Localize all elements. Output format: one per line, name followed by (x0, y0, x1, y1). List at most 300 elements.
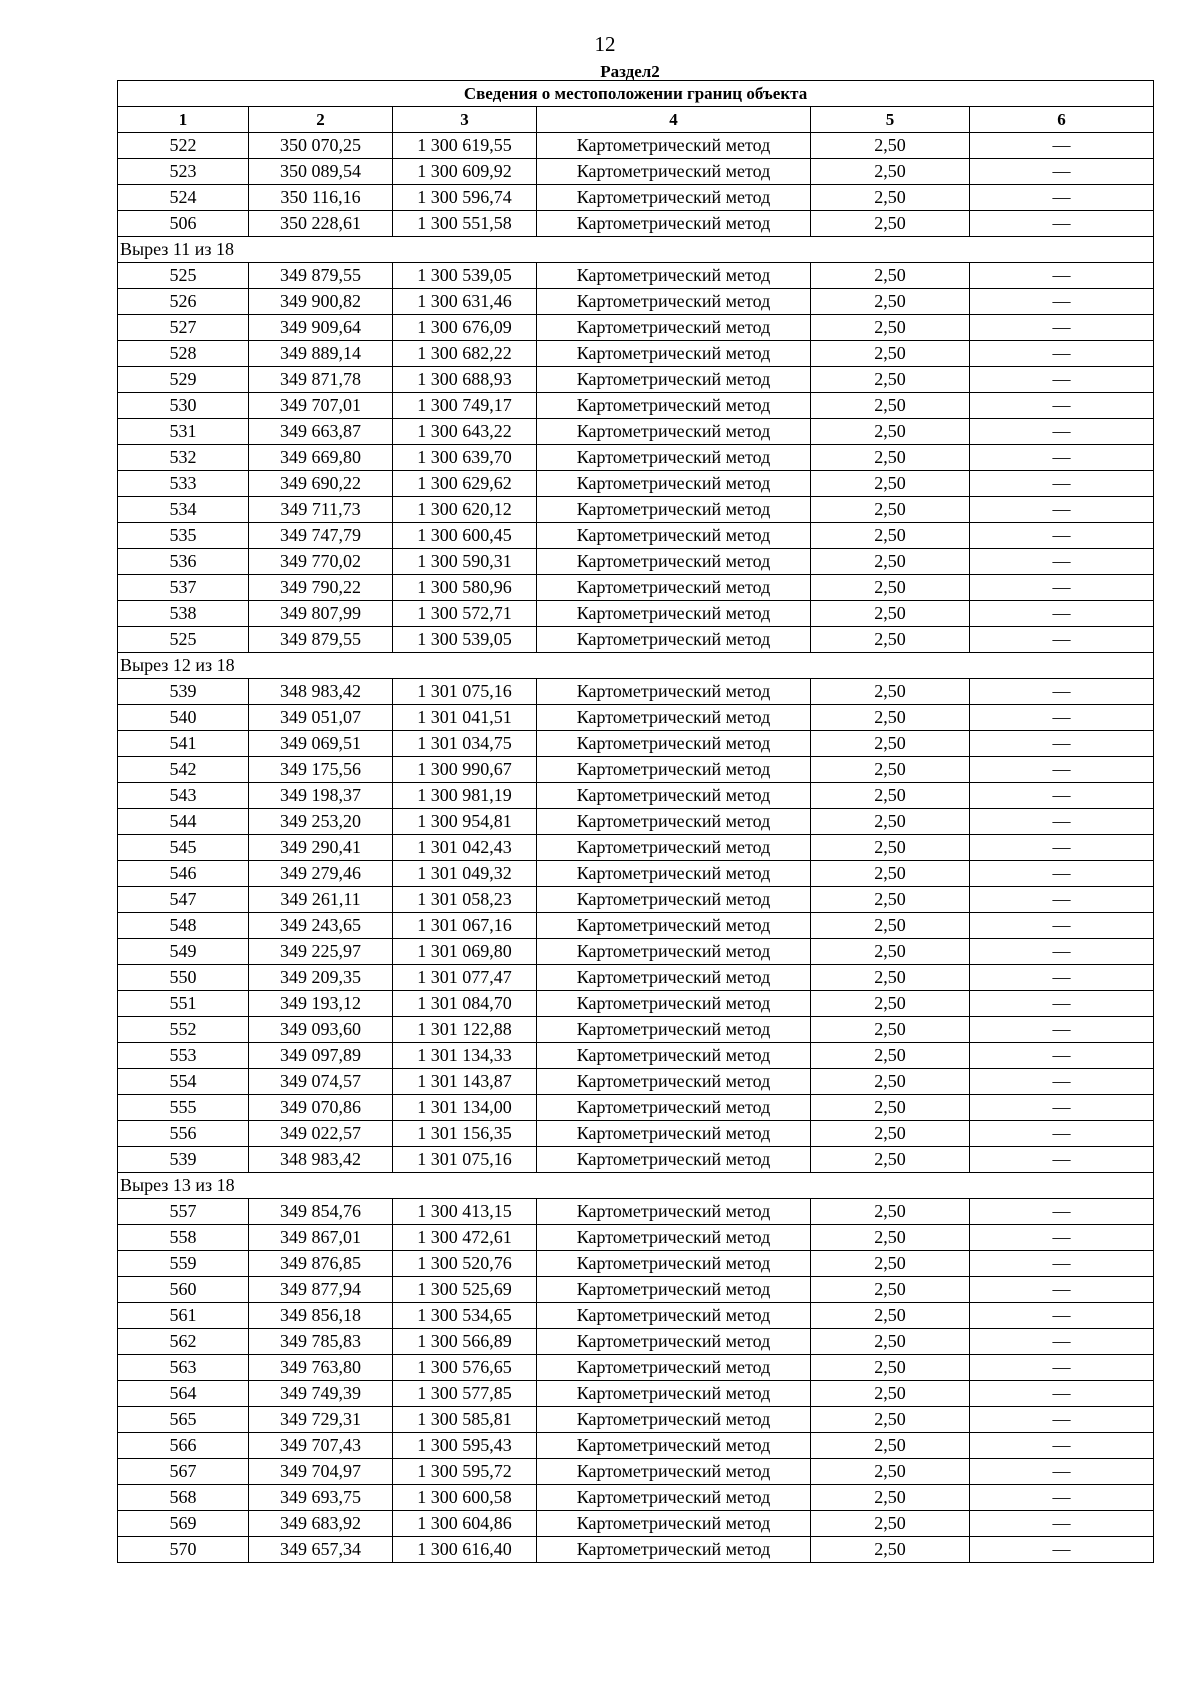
accuracy-cell: 2,50 (811, 913, 970, 939)
table-row (118, 1485, 1154, 1511)
y-coordinate-cell: 1 300 551,58 (393, 211, 537, 237)
method-cell: Картометрический метод (537, 627, 811, 653)
method-cell: Картометрический метод (537, 1017, 811, 1043)
x-coordinate-cell: 349 253,20 (249, 809, 393, 835)
x-coordinate-cell: 349 785,83 (249, 1329, 393, 1355)
y-coordinate-cell: 1 300 539,05 (393, 627, 537, 653)
method-cell: Картометрический метод (537, 289, 811, 315)
accuracy-cell: 2,50 (811, 1485, 970, 1511)
point-number-cell: 563 (118, 1355, 249, 1381)
y-coordinate-cell: 1 300 520,76 (393, 1251, 537, 1277)
x-coordinate-cell: 349 704,97 (249, 1459, 393, 1485)
x-coordinate-cell: 348 983,42 (249, 1147, 393, 1173)
accuracy-cell: 2,50 (811, 367, 970, 393)
accuracy-cell: 2,50 (811, 887, 970, 913)
table-row (118, 1277, 1154, 1303)
accuracy-cell: 2,50 (811, 549, 970, 575)
y-coordinate-cell: 1 300 572,71 (393, 601, 537, 627)
point-number-cell: 524 (118, 185, 249, 211)
x-coordinate-cell: 349 747,79 (249, 523, 393, 549)
description-cell: — (970, 627, 1154, 653)
y-coordinate-cell: 1 301 134,33 (393, 1043, 537, 1069)
accuracy-cell: 2,50 (811, 497, 970, 523)
point-number-cell: 525 (118, 627, 249, 653)
accuracy-cell: 2,50 (811, 159, 970, 185)
x-coordinate-cell: 349 663,87 (249, 419, 393, 445)
y-coordinate-cell: 1 300 600,45 (393, 523, 537, 549)
accuracy-cell: 2,50 (811, 1407, 970, 1433)
method-cell: Картометрический метод (537, 1147, 811, 1173)
point-number-cell: 555 (118, 1095, 249, 1121)
table-row (118, 1069, 1154, 1095)
point-number-cell: 554 (118, 1069, 249, 1095)
point-number-cell: 538 (118, 601, 249, 627)
accuracy-cell: 2,50 (811, 965, 970, 991)
x-coordinate-cell: 350 070,25 (249, 133, 393, 159)
accuracy-cell: 2,50 (811, 601, 970, 627)
description-cell: — (970, 861, 1154, 887)
point-number-cell: 525 (118, 263, 249, 289)
accuracy-cell: 2,50 (811, 419, 970, 445)
y-coordinate-cell: 1 300 682,22 (393, 341, 537, 367)
method-cell: Картометрический метод (537, 185, 811, 211)
x-coordinate-cell: 349 909,64 (249, 315, 393, 341)
point-number-cell: 528 (118, 341, 249, 367)
y-coordinate-cell: 1 300 413,15 (393, 1199, 537, 1225)
table-row (118, 627, 1154, 653)
method-cell: Картометрический метод (537, 731, 811, 757)
x-coordinate-cell: 349 243,65 (249, 913, 393, 939)
method-cell: Картометрический метод (537, 1303, 811, 1329)
accuracy-cell: 2,50 (811, 1381, 970, 1407)
table-row (118, 1407, 1154, 1433)
method-cell: Картометрический метод (537, 1225, 811, 1251)
table-row (118, 1537, 1154, 1563)
method-cell: Картометрический метод (537, 809, 811, 835)
table-row (118, 601, 1154, 627)
method-cell: Картометрический метод (537, 445, 811, 471)
x-coordinate-cell: 350 089,54 (249, 159, 393, 185)
y-coordinate-cell: 1 300 472,61 (393, 1225, 537, 1251)
description-cell: — (970, 1329, 1154, 1355)
accuracy-cell: 2,50 (811, 315, 970, 341)
description-cell: — (970, 263, 1154, 289)
description-cell: — (970, 471, 1154, 497)
accuracy-cell: 2,50 (811, 757, 970, 783)
table-row (118, 1147, 1154, 1173)
y-coordinate-cell: 1 300 619,55 (393, 133, 537, 159)
description-cell: — (970, 1511, 1154, 1537)
y-coordinate-cell: 1 301 042,43 (393, 835, 537, 861)
method-cell: Картометрический метод (537, 1251, 811, 1277)
method-cell: Картометрический метод (537, 1121, 811, 1147)
description-cell: — (970, 731, 1154, 757)
method-cell: Картометрический метод (537, 1329, 811, 1355)
y-coordinate-cell: 1 300 688,93 (393, 367, 537, 393)
x-coordinate-cell: 349 807,99 (249, 601, 393, 627)
method-cell: Картометрический метод (537, 991, 811, 1017)
column-header: 1 (118, 107, 249, 133)
x-coordinate-cell: 349 749,39 (249, 1381, 393, 1407)
x-coordinate-cell: 349 193,12 (249, 991, 393, 1017)
method-cell: Картометрический метод (537, 887, 811, 913)
x-coordinate-cell: 349 225,97 (249, 939, 393, 965)
table-row (118, 1199, 1154, 1225)
point-number-cell: 506 (118, 211, 249, 237)
description-cell: — (970, 289, 1154, 315)
accuracy-cell: 2,50 (811, 1251, 970, 1277)
point-number-cell: 523 (118, 159, 249, 185)
y-coordinate-cell: 1 300 616,40 (393, 1537, 537, 1563)
point-number-cell: 557 (118, 1199, 249, 1225)
x-coordinate-cell: 349 889,14 (249, 341, 393, 367)
description-cell: — (970, 1459, 1154, 1485)
method-cell: Картометрический метод (537, 159, 811, 185)
accuracy-cell: 2,50 (811, 1043, 970, 1069)
method-cell: Картометрический метод (537, 1511, 811, 1537)
method-cell: Картометрический метод (537, 419, 811, 445)
description-cell: — (970, 367, 1154, 393)
method-cell: Картометрический метод (537, 393, 811, 419)
method-cell: Картометрический метод (537, 1381, 811, 1407)
table-row (118, 1121, 1154, 1147)
description-cell: — (970, 783, 1154, 809)
description-cell: — (970, 679, 1154, 705)
point-number-cell: 522 (118, 133, 249, 159)
x-coordinate-cell: 350 116,16 (249, 185, 393, 211)
method-cell: Картометрический метод (537, 705, 811, 731)
table-row (118, 315, 1154, 341)
table-row (118, 211, 1154, 237)
y-coordinate-cell: 1 301 049,32 (393, 861, 537, 887)
accuracy-cell: 2,50 (811, 1199, 970, 1225)
method-cell: Картометрический метод (537, 211, 811, 237)
description-cell: — (970, 939, 1154, 965)
section-group-row (118, 1173, 1154, 1199)
y-coordinate-cell: 1 300 525,69 (393, 1277, 537, 1303)
point-number-cell: 539 (118, 1147, 249, 1173)
method-cell: Картометрический метод (537, 1095, 811, 1121)
point-number-cell: 569 (118, 1511, 249, 1537)
point-number-cell: 547 (118, 887, 249, 913)
method-cell: Картометрический метод (537, 1199, 811, 1225)
y-coordinate-cell: 1 300 639,70 (393, 445, 537, 471)
point-number-cell: 531 (118, 419, 249, 445)
table-row (118, 1043, 1154, 1069)
point-number-cell: 549 (118, 939, 249, 965)
accuracy-cell: 2,50 (811, 211, 970, 237)
y-coordinate-cell: 1 300 595,72 (393, 1459, 537, 1485)
y-coordinate-cell: 1 300 954,81 (393, 809, 537, 835)
method-cell: Картометрический метод (537, 783, 811, 809)
column-header: 3 (393, 107, 537, 133)
accuracy-cell: 2,50 (811, 1511, 970, 1537)
x-coordinate-cell: 349 877,94 (249, 1277, 393, 1303)
method-cell: Картометрический метод (537, 861, 811, 887)
description-cell: — (970, 133, 1154, 159)
accuracy-cell: 2,50 (811, 809, 970, 835)
description-cell: — (970, 705, 1154, 731)
y-coordinate-cell: 1 300 749,17 (393, 393, 537, 419)
description-cell: — (970, 497, 1154, 523)
section-group-row (118, 653, 1154, 679)
y-coordinate-cell: 1 300 596,74 (393, 185, 537, 211)
accuracy-cell: 2,50 (811, 731, 970, 757)
table-row (118, 913, 1154, 939)
table-title-row (118, 81, 1154, 107)
point-number-cell: 553 (118, 1043, 249, 1069)
table-row (118, 185, 1154, 211)
x-coordinate-cell: 349 711,73 (249, 497, 393, 523)
x-coordinate-cell: 349 261,11 (249, 887, 393, 913)
table-row (118, 289, 1154, 315)
column-header: 2 (249, 107, 393, 133)
accuracy-cell: 2,50 (811, 393, 970, 419)
table-row (118, 419, 1154, 445)
accuracy-cell: 2,50 (811, 835, 970, 861)
y-coordinate-cell: 1 300 566,89 (393, 1329, 537, 1355)
y-coordinate-cell: 1 300 676,09 (393, 315, 537, 341)
description-cell: — (970, 1407, 1154, 1433)
point-number-cell: 570 (118, 1537, 249, 1563)
point-number-cell: 539 (118, 679, 249, 705)
description-cell: — (970, 1537, 1154, 1563)
point-number-cell: 568 (118, 1485, 249, 1511)
method-cell: Картометрический метод (537, 523, 811, 549)
accuracy-cell: 2,50 (811, 1095, 970, 1121)
method-cell: Картометрический метод (537, 133, 811, 159)
y-coordinate-cell: 1 301 084,70 (393, 991, 537, 1017)
boundary-coordinates-table (117, 80, 1154, 1563)
description-cell: — (970, 445, 1154, 471)
x-coordinate-cell: 349 175,56 (249, 757, 393, 783)
method-cell: Картометрический метод (537, 757, 811, 783)
y-coordinate-cell: 1 300 577,85 (393, 1381, 537, 1407)
point-number-cell: 548 (118, 913, 249, 939)
y-coordinate-cell: 1 300 534,65 (393, 1303, 537, 1329)
method-cell: Картометрический метод (537, 315, 811, 341)
point-number-cell: 526 (118, 289, 249, 315)
table-row (118, 1225, 1154, 1251)
point-number-cell: 561 (118, 1303, 249, 1329)
y-coordinate-cell: 1 300 990,67 (393, 757, 537, 783)
point-number-cell: 536 (118, 549, 249, 575)
table-row (118, 133, 1154, 159)
table-row (118, 835, 1154, 861)
method-cell: Картометрический метод (537, 497, 811, 523)
point-number-cell: 546 (118, 861, 249, 887)
y-coordinate-cell: 1 300 981,19 (393, 783, 537, 809)
group-label: Вырез 11 из 18 (118, 237, 1154, 263)
method-cell: Картометрический метод (537, 965, 811, 991)
description-cell: — (970, 1121, 1154, 1147)
method-cell: Картометрический метод (537, 913, 811, 939)
group-label: Вырез 13 из 18 (118, 1173, 1154, 1199)
description-cell: — (970, 341, 1154, 367)
method-cell: Картометрический метод (537, 263, 811, 289)
y-coordinate-cell: 1 300 629,62 (393, 471, 537, 497)
table-row (118, 887, 1154, 913)
point-number-cell: 527 (118, 315, 249, 341)
accuracy-cell: 2,50 (811, 1225, 970, 1251)
point-number-cell: 529 (118, 367, 249, 393)
y-coordinate-cell: 1 301 156,35 (393, 1121, 537, 1147)
column-header: 5 (811, 107, 970, 133)
y-coordinate-cell: 1 301 134,00 (393, 1095, 537, 1121)
x-coordinate-cell: 349 198,37 (249, 783, 393, 809)
y-coordinate-cell: 1 300 631,46 (393, 289, 537, 315)
y-coordinate-cell: 1 301 143,87 (393, 1069, 537, 1095)
y-coordinate-cell: 1 301 058,23 (393, 887, 537, 913)
description-cell: — (970, 757, 1154, 783)
x-coordinate-cell: 349 022,57 (249, 1121, 393, 1147)
description-cell: — (970, 1303, 1154, 1329)
table-row (118, 263, 1154, 289)
accuracy-cell: 2,50 (811, 263, 970, 289)
method-cell: Картометрический метод (537, 549, 811, 575)
section-group-row (118, 237, 1154, 263)
table-row (118, 705, 1154, 731)
page-number: 12 (594, 32, 616, 56)
x-coordinate-cell: 349 763,80 (249, 1355, 393, 1381)
y-coordinate-cell: 1 300 585,81 (393, 1407, 537, 1433)
point-number-cell: 565 (118, 1407, 249, 1433)
point-number-cell: 564 (118, 1381, 249, 1407)
accuracy-cell: 2,50 (811, 1303, 970, 1329)
description-cell: — (970, 159, 1154, 185)
y-coordinate-cell: 1 300 620,12 (393, 497, 537, 523)
y-coordinate-cell: 1 300 595,43 (393, 1433, 537, 1459)
description-cell: — (970, 991, 1154, 1017)
y-coordinate-cell: 1 301 075,16 (393, 679, 537, 705)
y-coordinate-cell: 1 301 069,80 (393, 939, 537, 965)
table-row (118, 497, 1154, 523)
group-label: Вырез 12 из 18 (118, 653, 1154, 679)
point-number-cell: 562 (118, 1329, 249, 1355)
x-coordinate-cell: 349 867,01 (249, 1225, 393, 1251)
description-cell: — (970, 1017, 1154, 1043)
x-coordinate-cell: 349 669,80 (249, 445, 393, 471)
y-coordinate-cell: 1 300 600,58 (393, 1485, 537, 1511)
table-row (118, 575, 1154, 601)
x-coordinate-cell: 349 871,78 (249, 367, 393, 393)
accuracy-cell: 2,50 (811, 1069, 970, 1095)
accuracy-cell: 2,50 (811, 523, 970, 549)
description-cell: — (970, 1069, 1154, 1095)
y-coordinate-cell: 1 300 590,31 (393, 549, 537, 575)
point-number-cell: 567 (118, 1459, 249, 1485)
point-number-cell: 545 (118, 835, 249, 861)
table-row (118, 1303, 1154, 1329)
table-row (118, 861, 1154, 887)
description-cell: — (970, 1043, 1154, 1069)
description-cell: — (970, 549, 1154, 575)
x-coordinate-cell: 349 069,51 (249, 731, 393, 757)
accuracy-cell: 2,50 (811, 1433, 970, 1459)
y-coordinate-cell: 1 301 034,75 (393, 731, 537, 757)
table-row (118, 1251, 1154, 1277)
description-cell: — (970, 887, 1154, 913)
point-number-cell: 558 (118, 1225, 249, 1251)
table-row (118, 341, 1154, 367)
y-coordinate-cell: 1 301 041,51 (393, 705, 537, 731)
table-row (118, 809, 1154, 835)
method-cell: Картометрический метод (537, 939, 811, 965)
description-cell: — (970, 1355, 1154, 1381)
y-coordinate-cell: 1 300 539,05 (393, 263, 537, 289)
table-header-row (118, 107, 1154, 133)
method-cell: Картометрический метод (537, 575, 811, 601)
method-cell: Картометрический метод (537, 1537, 811, 1563)
accuracy-cell: 2,50 (811, 471, 970, 497)
description-cell: — (970, 1381, 1154, 1407)
table-row (118, 939, 1154, 965)
accuracy-cell: 2,50 (811, 1277, 970, 1303)
description-cell: — (970, 419, 1154, 445)
accuracy-cell: 2,50 (811, 1017, 970, 1043)
accuracy-cell: 2,50 (811, 679, 970, 705)
table-row (118, 159, 1154, 185)
method-cell: Картометрический метод (537, 1277, 811, 1303)
table-row (118, 549, 1154, 575)
table-row (118, 679, 1154, 705)
point-number-cell: 560 (118, 1277, 249, 1303)
table-row (118, 367, 1154, 393)
point-number-cell: 537 (118, 575, 249, 601)
table-row (118, 1381, 1154, 1407)
x-coordinate-cell: 349 097,89 (249, 1043, 393, 1069)
x-coordinate-cell: 349 051,07 (249, 705, 393, 731)
x-coordinate-cell: 349 729,31 (249, 1407, 393, 1433)
y-coordinate-cell: 1 301 075,16 (393, 1147, 537, 1173)
point-number-cell: 530 (118, 393, 249, 419)
x-coordinate-cell: 349 854,76 (249, 1199, 393, 1225)
table-row (118, 445, 1154, 471)
table-row (118, 1433, 1154, 1459)
table-row (118, 1459, 1154, 1485)
point-number-cell: 532 (118, 445, 249, 471)
y-coordinate-cell: 1 300 580,96 (393, 575, 537, 601)
table-row (118, 1329, 1154, 1355)
method-cell: Картометрический метод (537, 601, 811, 627)
point-number-cell: 550 (118, 965, 249, 991)
x-coordinate-cell: 349 290,41 (249, 835, 393, 861)
accuracy-cell: 2,50 (811, 1147, 970, 1173)
description-cell: — (970, 965, 1154, 991)
accuracy-cell: 2,50 (811, 445, 970, 471)
description-cell: — (970, 913, 1154, 939)
point-number-cell: 543 (118, 783, 249, 809)
x-coordinate-cell: 349 074,57 (249, 1069, 393, 1095)
accuracy-cell: 2,50 (811, 783, 970, 809)
x-coordinate-cell: 349 683,92 (249, 1511, 393, 1537)
table-row (118, 757, 1154, 783)
x-coordinate-cell: 349 707,01 (249, 393, 393, 419)
accuracy-cell: 2,50 (811, 341, 970, 367)
accuracy-cell: 2,50 (811, 991, 970, 1017)
section-label: Раздел2 (600, 62, 660, 81)
x-coordinate-cell: 349 879,55 (249, 627, 393, 653)
point-number-cell: 566 (118, 1433, 249, 1459)
x-coordinate-cell: 348 983,42 (249, 679, 393, 705)
accuracy-cell: 2,50 (811, 1355, 970, 1381)
method-cell: Картометрический метод (537, 1043, 811, 1069)
y-coordinate-cell: 1 301 122,88 (393, 1017, 537, 1043)
table-row (118, 965, 1154, 991)
description-cell: — (970, 835, 1154, 861)
point-number-cell: 552 (118, 1017, 249, 1043)
description-cell: — (970, 211, 1154, 237)
